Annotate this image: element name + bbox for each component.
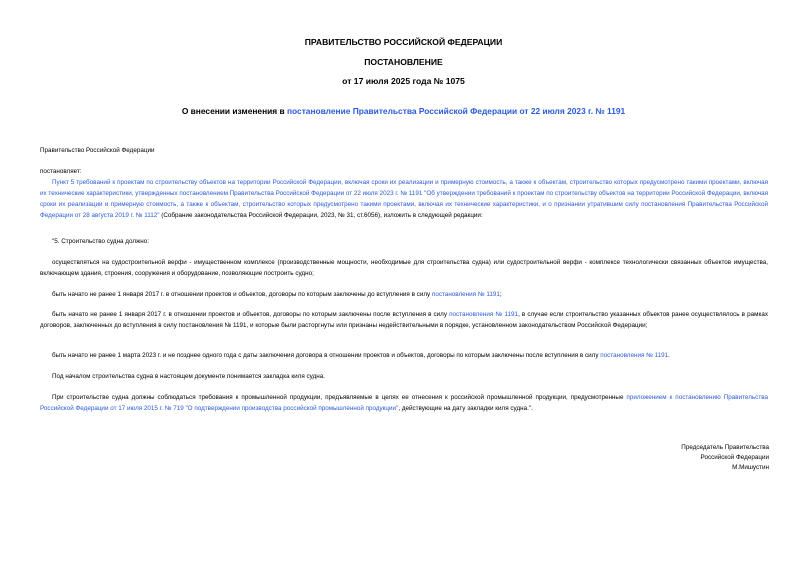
paragraph-7: Под началом строительства судна в настоящем документе понимается закладка киля судна. — [52, 373, 325, 380]
paragraph-5-link[interactable]: постановления № 1191 — [449, 311, 519, 318]
paragraph-8-end: , действующие на дату закладки киля судна.". — [398, 405, 533, 412]
paragraph-1 — [40, 177, 768, 221]
paragraph-4 — [40, 289, 768, 300]
paragraph-1-rest: (Собрание законодательства Российской Федерации, 2023, № 31, ст.6056), изложить в следующей редакции: — [159, 212, 483, 219]
paragraph-5-end: , в случае если строительство указанных объектов ранее осуществлялось в рамках договоров, заключенных до вступления в силу постановления № 1191, и которые были расторгнуты или признаны недействительными в порядке, установленном законодательством Российской Федерации; — [40, 311, 768, 329]
paragraph-6-end: . — [668, 352, 670, 359]
document-title — [0, 106, 807, 116]
signature-line-2: Российской Федерации — [700, 454, 769, 461]
paragraph-8 — [40, 392, 768, 414]
paragraph-6 — [40, 350, 768, 361]
signature-line-1: Председатель Правительства — [681, 444, 769, 451]
signature-line-3: М.Мишустин — [732, 464, 769, 471]
paragraph-4-text: быть начато не ранее 1 января 2017 г. в отношении проектов и объектов, договоры по которым заключены до вступления в силу — [52, 291, 432, 298]
title-link[interactable]: постановление Правительства Российской Федерации от 22 июля 2023 г. № 1191 — [286, 106, 626, 116]
government-heading: ПРАВИТЕЛЬСТВО РОССИЙСКОЙ ФЕДЕРАЦИИ — [304, 37, 503, 47]
title-prefix: О внесении изменения в — [181, 106, 287, 116]
paragraph-8-text: При строительстве судна должны соблюдаться требования к промышленной продукции, предъявляемые в целях ее отнесения к российской промышленной продукции, предусмотренные — [52, 394, 627, 401]
paragraph-2: "5. Строительство судна должно: — [52, 238, 149, 245]
paragraph-1-link[interactable]: Пункт 5 требований к проектам по строительству объектов на территории Российской Федерации, включая сроки их реализации и примерную стоимость, а также к объектам, строительство которых предусмотрено такими проектами, включая их технические характеристики, утвержденных постановлением Правительства Российской Федерации от 22 июля 2023 г. № 1191 "Об утверждении требований к проектам по строительству объектов на территории Российской Федерации, включая сроки их реализации и примерную стоимость, а также к объектам, строительство которых предусмотрено такими проектами, включая их технические характеристики, и о признании утратившим силу постановления Правительства Российской Федерации от 28 августа 2019 г. № 1112" — [40, 179, 768, 219]
paragraph-6-text: быть начато не ранее 1 марта 2023 г. и не позднее одного года с даты заключения договора в отношении проектов и объектов, договоры по которым заключены после вступления в силу — [52, 352, 601, 359]
doc-type-heading: ПОСТАНОВЛЕНИЕ — [364, 57, 443, 67]
paragraph-5 — [40, 309, 768, 331]
signature-block — [569, 443, 769, 473]
paragraph-4-end: ; — [499, 291, 502, 298]
paragraph-8-link[interactable]: приложением к постановлению Правительства Российской Федерации от 17 июля 2015 г. № 719 "О подтверждении производства российской промышленной продукции" — [40, 394, 768, 412]
paragraph-5-text: быть начато не ранее 1 января 2017 г. в отношении проектов и объектов, договоры по которым заключены после вступления в силу — [52, 311, 450, 318]
paragraph-3: осуществляться на судостроительной верфи - имущественном комплексе (производственные мощности, необходимые для строительства судна) или судостроительной верфи - комплексе технологически связанных объектов имущества, включающем здания, строения, сооружения и оборудование, позволяющие построить судно; — [40, 259, 768, 277]
intro-paragraph: Правительство Российской Федерации — [40, 147, 155, 154]
paragraph-6-link[interactable]: постановления № 1191 — [600, 352, 669, 359]
decree-paragraph: постановляет: — [40, 168, 82, 175]
paragraph-4-link[interactable]: постановления № 1191 — [431, 291, 500, 298]
date-number-heading: от 17 июля 2025 года № 1075 — [342, 76, 465, 86]
